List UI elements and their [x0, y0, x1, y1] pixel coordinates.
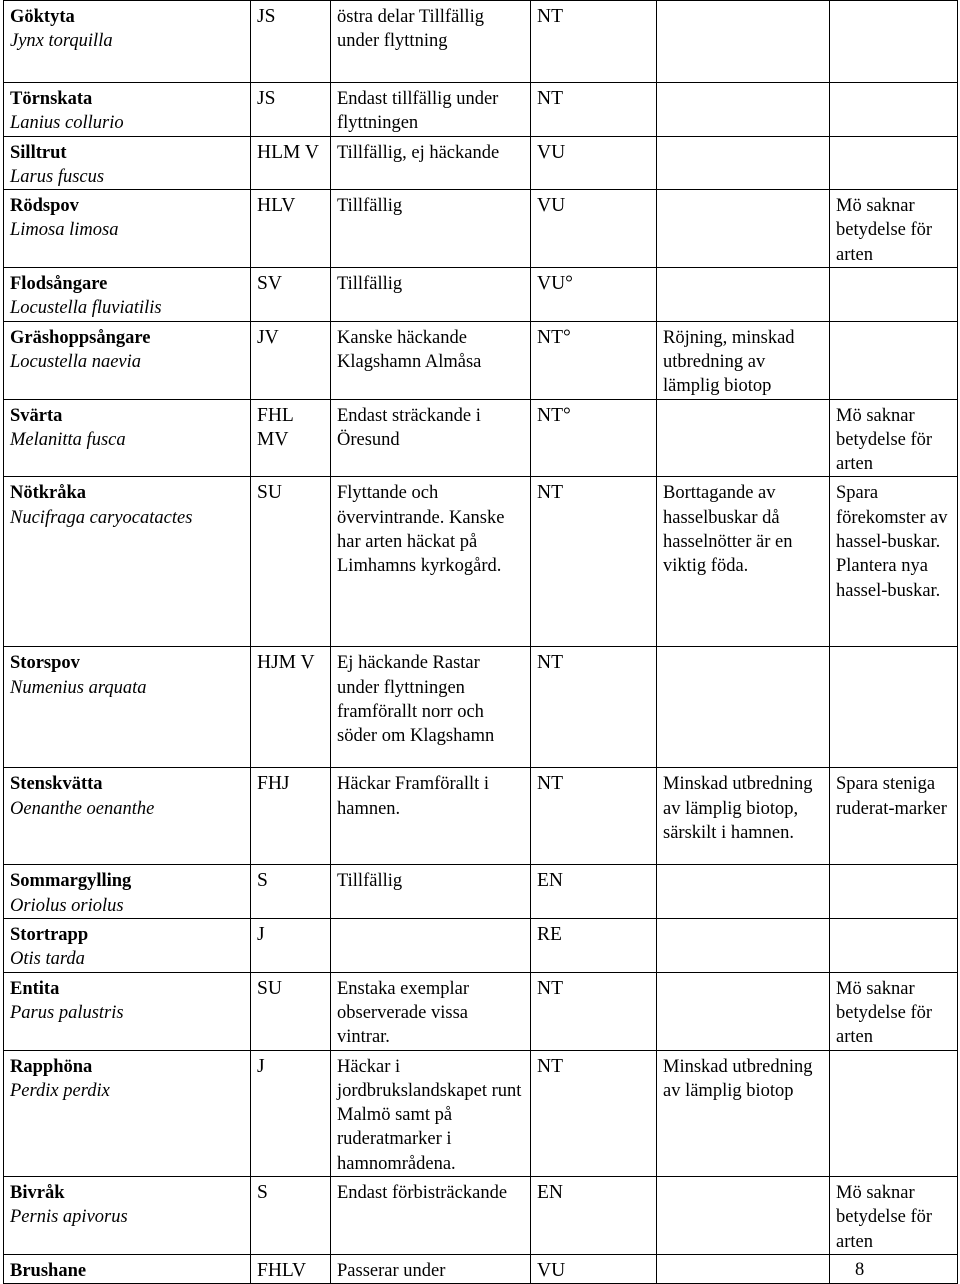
- species-latin: Parus palustris: [10, 1002, 124, 1023]
- occurrence-note: Häckar Framförallt i hamnen.: [331, 768, 531, 865]
- species-table: [3, 0, 958, 1284]
- threat: [657, 972, 830, 1050]
- species-latin: Numenius arquata: [10, 677, 147, 698]
- species-name: Nötkråka: [10, 483, 87, 504]
- habitat-code: JS: [251, 83, 331, 137]
- action: Mö saknar betydelse för arten: [830, 972, 958, 1050]
- action: Spara förekomster av hassel-buskar. Plantera nya hassel-buskar.: [830, 477, 958, 647]
- action: [830, 647, 958, 768]
- action: [830, 321, 958, 399]
- species-latin: Melanitta fusca: [10, 429, 126, 450]
- redlist-status: NT°: [531, 399, 657, 477]
- redlist-status: EN: [531, 865, 657, 919]
- action: [830, 1254, 958, 1283]
- redlist-status: NT: [531, 1, 657, 83]
- threat: [657, 136, 830, 190]
- table-row: [4, 1254, 958, 1283]
- table-row: [4, 136, 958, 190]
- species-latin: Otis tarda: [10, 949, 85, 970]
- threat: [657, 865, 830, 919]
- table-row: [4, 1, 958, 83]
- action: [830, 865, 958, 919]
- redlist-status: VU: [531, 1254, 657, 1283]
- habitat-code: HLV: [251, 190, 331, 268]
- table-row: [4, 190, 958, 268]
- species-name: Flodsångare: [10, 274, 108, 295]
- table-row: [4, 321, 958, 399]
- habitat-code: FHL MV: [251, 399, 331, 477]
- species-name: Bivråk: [10, 1183, 65, 1204]
- threat: [657, 399, 830, 477]
- habitat-code: SV: [251, 268, 331, 322]
- species-latin: Nucifraga caryocatactes: [10, 507, 193, 528]
- threat: [657, 1177, 830, 1255]
- redlist-status: NT: [531, 1050, 657, 1176]
- species-name: Stortrapp: [10, 925, 89, 946]
- species-name: Rödspov: [10, 196, 79, 217]
- species-name: Brushane: [10, 1260, 87, 1281]
- redlist-status: NT°: [531, 321, 657, 399]
- table-row: [4, 477, 958, 647]
- action: Mö saknar betydelse för arten: [830, 399, 958, 477]
- species-latin: Jynx torquilla: [10, 31, 113, 52]
- table-row: [4, 1050, 958, 1176]
- table-row: [4, 268, 958, 322]
- threat: Borttagande av hasselbuskar då hasselnötter är en viktig föda.: [657, 477, 830, 647]
- action: Mö saknar betydelse för arten: [830, 1177, 958, 1255]
- habitat-code: S: [251, 1177, 331, 1255]
- species-name: Svärta: [10, 405, 63, 426]
- action: Spara steniga ruderat-marker: [830, 768, 958, 865]
- species-name: Entita: [10, 978, 60, 999]
- action: Mö saknar betydelse för arten: [830, 190, 958, 268]
- occurrence-note: Tillfällig: [331, 190, 531, 268]
- species-name: Stenskvätta: [10, 774, 103, 795]
- species-latin: Larus fuscus: [10, 166, 105, 187]
- table-row: [4, 972, 958, 1050]
- species-latin: Oenanthe oenanthe: [10, 798, 155, 819]
- habitat-code: JS: [251, 1, 331, 83]
- action: [830, 136, 958, 190]
- redlist-status: EN: [531, 1177, 657, 1255]
- species-latin: Limosa limosa: [10, 220, 119, 241]
- occurrence-note: Tillfällig: [331, 865, 531, 919]
- species-latin: Oriolus oriolus: [10, 895, 124, 916]
- action: [830, 83, 958, 137]
- occurrence-note: Passerar under: [331, 1254, 531, 1283]
- species-name: Gräshoppsångare: [10, 327, 151, 348]
- occurrence-note: Häckar i jordbrukslandskapet runt Malmö samt på ruderatmarker i hamnområdena.: [331, 1050, 531, 1176]
- redlist-status: VU: [531, 136, 657, 190]
- habitat-code: SU: [251, 477, 331, 647]
- habitat-code: J: [251, 919, 331, 973]
- table-row: [4, 768, 958, 865]
- species-latin: Locustella fluviatilis: [10, 298, 162, 319]
- species-name: Rapphöna: [10, 1056, 93, 1077]
- threat: Röjning, minskad utbredning av lämplig biotop: [657, 321, 830, 399]
- threat: [657, 919, 830, 973]
- redlist-status: NT: [531, 972, 657, 1050]
- habitat-code: HLM V: [251, 136, 331, 190]
- action: [830, 1050, 958, 1176]
- redlist-status: RE: [531, 919, 657, 973]
- threat: [657, 83, 830, 137]
- action: [830, 268, 958, 322]
- occurrence-note: Endast tillfällig under flyttningen: [331, 83, 531, 137]
- habitat-code: FHLV: [251, 1254, 331, 1283]
- page-number: 8: [855, 1260, 865, 1280]
- species-latin: Lanius collurio: [10, 113, 124, 134]
- table-row: [4, 399, 958, 477]
- species-latin: Perdix perdix: [10, 1080, 110, 1101]
- threat: Minskad utbredning av lämplig biotop, särskilt i hamnen.: [657, 768, 830, 865]
- threat: [657, 1254, 830, 1283]
- species-name: Silltrut: [10, 142, 67, 163]
- occurrence-note: Endast förbisträckande: [331, 1177, 531, 1255]
- threat: Minskad utbredning av lämplig biotop: [657, 1050, 830, 1176]
- threat: [657, 190, 830, 268]
- habitat-code: HJM V: [251, 647, 331, 768]
- occurrence-note: [331, 919, 531, 973]
- occurrence-note: östra delar Tillfällig under flyttning: [331, 1, 531, 83]
- table-row: [4, 919, 958, 973]
- occurrence-note: Tillfällig: [331, 268, 531, 322]
- redlist-status: NT: [531, 768, 657, 865]
- occurrence-note: Kanske häckande Klagshamn Almåsa: [331, 321, 531, 399]
- occurrence-note: Endast sträckande i Öresund: [331, 399, 531, 477]
- table-row: [4, 1177, 958, 1255]
- species-name: Törnskata: [10, 89, 93, 109]
- threat: [657, 1, 830, 83]
- table-row: [4, 865, 958, 919]
- species-latin: Locustella naevia: [10, 351, 142, 372]
- species-latin: Pernis apivorus: [10, 1207, 128, 1228]
- action: [830, 1, 958, 83]
- action: [830, 919, 958, 973]
- habitat-code: FHJ: [251, 768, 331, 865]
- redlist-status: NT: [531, 477, 657, 647]
- redlist-status: VU: [531, 190, 657, 268]
- table-row: [4, 647, 958, 768]
- habitat-code: S: [251, 865, 331, 919]
- habitat-code: JV: [251, 321, 331, 399]
- species-name: Storspov: [10, 653, 80, 674]
- habitat-code: J: [251, 1050, 331, 1176]
- occurrence-note: Ej häckande Rastar under flyttningen framförallt norr och söder om Klagshamn: [331, 647, 531, 768]
- threat: [657, 647, 830, 768]
- occurrence-note: Enstaka exemplar observerade vissa vintrar.: [331, 972, 531, 1050]
- occurrence-note: Flyttande och övervintrande. Kanske har arten häckat på Limhamns kyrkogård.: [331, 477, 531, 647]
- table-row: [4, 83, 958, 137]
- habitat-code: SU: [251, 972, 331, 1050]
- threat: [657, 268, 830, 322]
- redlist-status: NT: [531, 83, 657, 137]
- species-name: Göktyta: [10, 7, 75, 27]
- redlist-status: VU°: [531, 268, 657, 322]
- occurrence-note: Tillfällig, ej häckande: [331, 136, 531, 190]
- species-name: Sommargylling: [10, 871, 132, 892]
- redlist-status: NT: [531, 647, 657, 768]
